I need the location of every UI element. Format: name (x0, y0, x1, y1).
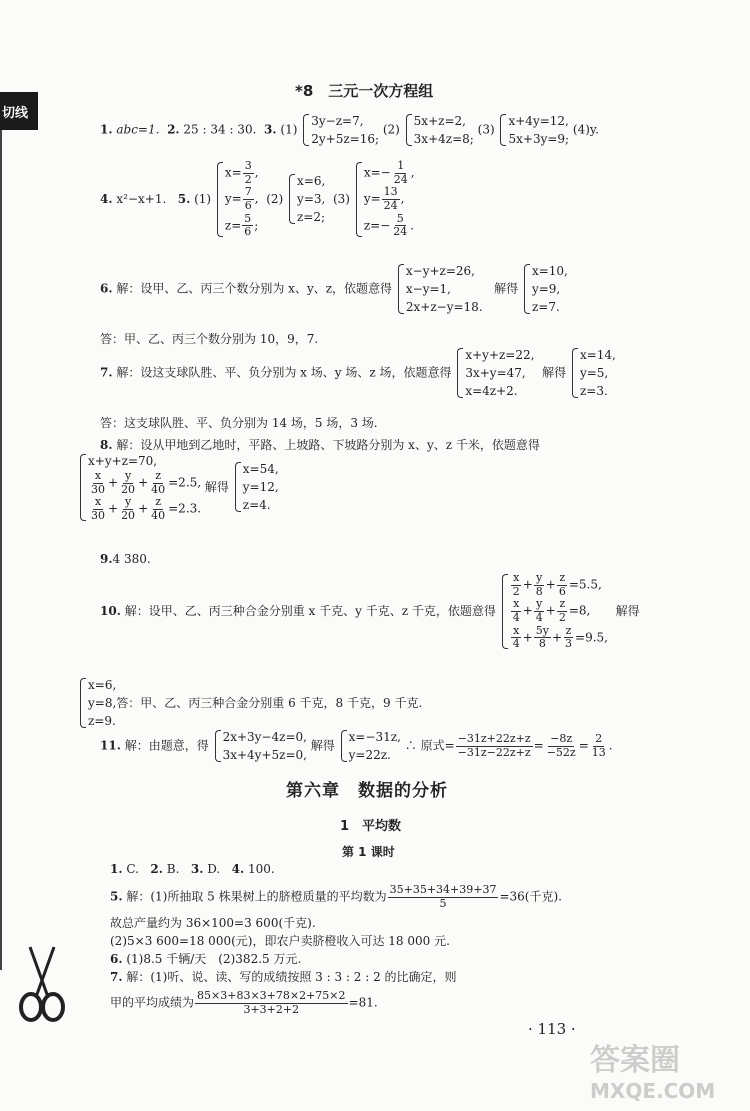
answer-6: 答：甲、乙、丙三个数分别为 10，9，7. (100, 332, 319, 346)
solution-brace: x=6, y=8,答：甲、乙、丙三种合金分别重 6 千克，8 千克，9 千克. z=9. (78, 676, 422, 730)
problem-c7-line2: 甲的平均成绩为 $\frac{85\times 3+83\times 3+78\times 2+75\times 2}{3+3+2+2}$ =81. (110, 989, 378, 1016)
solution-brace: x=−31z, y=22z. (339, 728, 401, 764)
watermark-logo: 答案圈 MXQE.COM (590, 1043, 716, 1103)
section-title: *8 三元一次方程组 (295, 82, 434, 100)
problem-11: 11. 解：由题意，得 2x+3y−4z=0, 3x+4y+5z=0, 解得 x=−31z, y=22z. ∴ 原式= $\frac{-31z+22z+z}{-31z-22z+z}$ = $\frac{-8z}{-52z}$ = $\frac{2}{13}$ . (100, 730, 613, 762)
solution-brace: x= $\frac{3}{2}$ , y= $\frac{7}{6}$ , z= $\frac{5}{6}$ ; (215, 160, 259, 239)
system-brace: 2x+3y−4z=0, 3x+4y+5z=0, (213, 728, 307, 764)
problem-c5: 5. 解：(1)所抽取 5 株果树上的脐橙质量的平均数为 $\frac{35+35+34+39+37}{5}$ =36(千克). (110, 883, 562, 910)
system-brace: 5x+z=2, 3x+4z=8; (404, 112, 474, 148)
problem-10: 10. 解：设甲、乙、丙三种合金分别重 x 千克、y 千克、z 千克，依题意得 $\frac{x}{2}$ + $\frac{y}{8}$ + $\frac{z}{6}$ =5.5, $\frac{x}{4}$ + $\frac{y}{4}$ + $\frac{z}{2}$ =8, $\frac{x}{4}$ + $\frac{5y}{8}$ + $\frac{z}{3}$ =9.5, 解得 (100, 571, 640, 651)
page-number: · 113 · (528, 1020, 576, 1038)
problem-c7: 7. 解：(1)听、说、读、写的成绩按照 3 : 3 : 2 : 2 的比确定，则 (110, 970, 457, 984)
problem-9: 9.4 380. (100, 552, 151, 566)
problem-c5-line3: (2)5×3 600=18 000(元)，即农户卖脐橙收入可达 18 000 元. (110, 934, 450, 948)
system-brace: x−y+z=26, x−y=1, 2x+z−y=18. (396, 262, 483, 316)
solution-brace: x=− $\frac{1}{24}$ , y= $\frac{13}{24}$ , z=− $\frac{5}{24}$ . (354, 160, 415, 239)
solution-brace: x=54, y=12, z=4. (233, 460, 279, 514)
system-brace: $\frac{x}{2}$ + $\frac{y}{8}$ + $\frac{z}{6}$ =5.5, $\frac{x}{4}$ + $\frac{y}{4}$ + $\frac{z}{2}$ =8, $\frac{x}{4}$ + $\frac{5y}{8}$ + $\frac{z}{3}$ =9.5, (500, 572, 608, 651)
problem-7: 7. 解：设这支球队胜、平、负分别为 x 场、y 场、z 场，依题意得 x+y+z=22, 3x+y=47, x=4z+2. 解得 x=14, y=5, z=3. (100, 348, 616, 398)
problem-4-5: 4. x²−x+1. 5. (1) x= $\frac{3}{2}$ , y= $\frac{7}{6}$ , z= $\frac{5}{6}$ ; (2) x=6, y=3, z=2; (3) x=− $\frac{1}{24}$ , y= $\frac{13}{24}$ , z=− $\frac{5}{24}$ . (100, 159, 415, 239)
problem-8: 8. 解：设从甲地到乙地时，平路、上坡路、下坡路分别为 x、y、z 千米，依题意得 (100, 438, 540, 452)
system-brace: x+y+z=22, 3x+y=47, x=4z+2. (455, 346, 534, 400)
solution-brace: x=10, y=9, z=7. (522, 262, 568, 316)
lesson-title: 1 平均数 (340, 819, 402, 834)
problem-c1-4: 1. C. 2. B. 3. D. 4. 100. (110, 862, 275, 876)
answer-7: 答：这支球队胜、平、负分别为 14 场，5 场，3 场. (100, 416, 378, 430)
problem-10-solution (78, 676, 422, 730)
system-brace: 3y−z=7, 2y+5z=16; (301, 112, 379, 148)
cut-line-label: 切线 (0, 92, 38, 130)
scissors-icon (14, 945, 70, 1025)
problem-1-3: 1. abc=1. 2. 25 : 34 : 30. 3. (1) 3y−z=7, 2y+5z=16; (2) 5x+z=2, 3x+4z=8; (3) x+4y=12, 5x+3y=9; (4)y. (100, 114, 599, 146)
system-brace: x+y+z=70, $\frac{x}{30}$ + $\frac{y}{20}$ + $\frac{z}{40}$ =2.5, $\frac{x}{30}$ + $\frac{y}{20}$ + $\frac{z}{40}$ =2.3. (78, 452, 201, 523)
chapter-title: 第六章 数据的分析 (286, 781, 448, 801)
solution-brace: x=6, y=3, z=2; (287, 172, 325, 226)
cut-line (0, 130, 2, 970)
problem-6: 6. 解：设甲、乙、丙三个数分别为 x、y、z，依题意得 x−y+z=26, x−y=1, 2x+z−y=18. 解得 x=10, y=9, z=7. (100, 264, 568, 314)
problem-c5-line2: 故总产量约为 36×100=3 600(千克). (110, 916, 316, 930)
solution-brace: x=14, y=5, z=3. (570, 346, 616, 400)
problem-8-system: x+y+z=70, $\frac{x}{30}$ + $\frac{y}{20}$ + $\frac{z}{40}$ =2.5, $\frac{x}{30}$ + $\frac{y}{20}$ + $\frac{z}{40}$ =2.3. 解得 x=54, y=12, z=4. (78, 452, 279, 523)
problem-c6: 6. (1)8.5 千辆/天 (2)382.5 万元. (110, 952, 302, 966)
period-title: 第 1 课时 (342, 845, 395, 859)
system-brace: x+4y=12, 5x+3y=9; (498, 112, 569, 148)
